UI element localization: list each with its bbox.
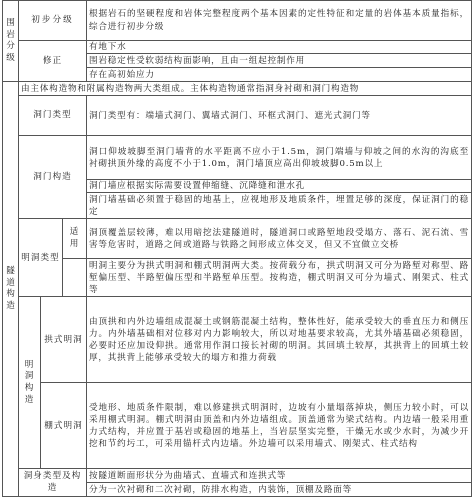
weak-plane-cell: 围岩稳定性受软弱结构面影响，且由一组起控制作用 — [87, 54, 472, 68]
types-subcell — [63, 259, 87, 297]
initial-class-label — [19, 1, 87, 41]
correction-label — [19, 41, 87, 82]
shed-cut-cell: 受地形、地质条件限制，难以修建拱式明洞时，边坡有小量塌落掉块，侧压力较小时，可以采用棚式明洞。棚式明洞由顶盖和内外边墙组成。顶盖通常为梁式结构。内边墙一般采用重力式结构，并应置于基岩或稳固的地基上，当岩层坚实完整，干燥无水或少水时，为减少开挖和节约圬工，可采用锚杆式内边墙。外边墙可以采用墙式、刚架式、柱式结构 — [87, 383, 472, 469]
cut-structure-label-text: 明洞构造 — [24, 359, 35, 405]
apply-cell: 洞顶覆盖层较薄，难以用暗挖法建隧道时，隧道洞口或路堑地段受塌方、落石、泥石流、雪害等危害时，道路之间或道路与铁路之间形成立体交叉，但又不宜做立交桥 — [87, 219, 472, 259]
portal-structure-label — [19, 136, 87, 219]
tunnel-structure-label — [3, 82, 19, 497]
portal-type-label-text: 洞门类型 — [33, 110, 72, 121]
apply-label-text: 适用 — [69, 227, 80, 249]
shed-cut-label — [41, 383, 87, 469]
body-type-label-text: 洞身类型及构造 — [23, 471, 82, 493]
correction-text: 修正 — [42, 55, 63, 66]
portal-rule-2: 洞门墙应根据实际需要设置伸缩缝、沉降缝和泄水孔 — [87, 180, 472, 193]
cut-structure-label — [19, 297, 41, 469]
arch-cut-cell: 由顶拱和内外边墙组成混凝土或钢筋混凝土结构，整体性好，能承受较大的垂直压力和侧压力。内外墙基础相对位移对内力影响较大，所以对地基要求较高，尤其外墙基础必须稳固，必要时还应加设仰拱。通常用作洞口接长衬砌的明洞。其回填土较厚，其拱背上的回填土较厚，其拱背上能够承受较大的塌方和推力荷载 — [87, 297, 472, 383]
arch-cut-label — [41, 297, 87, 383]
body-type-cell-2: 分为一次衬砌和二次衬砌，防排水构造，内装饰，顶棚及路面等 — [87, 483, 472, 497]
body-type-cell-1: 按隧道断面形状分为曲墙式、直墙式和连拱式等 — [87, 469, 472, 483]
arch-cut-label-text: 拱式明洞 — [44, 334, 83, 345]
content-table — [2, 0, 472, 497]
initial-class-text: 初步分级 — [31, 15, 74, 26]
tunnel-intro-cell: 由主体构造物和附属构造物两大类组成。主体构造物通常指洞身衬砌和洞门构造物 — [19, 82, 472, 96]
portal-type-cell: 洞门类型有：端墙式洞门、翼墙式洞门、环框式洞门、遮光式洞门等 — [87, 96, 472, 136]
rock-class-label — [3, 1, 19, 82]
cut-cover-type-label — [19, 219, 63, 297]
cut-cover-type-label-text: 明洞类型 — [21, 252, 60, 263]
portal-rule-1: 洞口仰坡坡脚至洞门墙背的水平距离不应小于1.5m，洞门端墙与仰坡之间的水沟的沟底至衬砌拱顶外缘的高度不小于1.0m，洞门墙顶应高出仰坡坡脚0.5m以上 — [87, 136, 472, 180]
rock-class-label-text: 围岩分级 — [6, 17, 15, 63]
body-type-label — [19, 469, 87, 497]
apply-label — [63, 219, 87, 259]
cut-cover-types-cell: 明洞主要分为拱式明洞和棚式明洞两大类。按荷载分布，拱式明洞又可分为路堑对称型、路堑偏压型、半路堑偏压型和半路堑单压型。按构造，棚式明洞又可分为墙式、刚架式、柱式等 — [87, 259, 472, 297]
initial-class-text-cell: 根据岩石的坚硬程度和岩体完整程度两个基本因素的定性特征和定量的岩体基本质量指标，综合进行初步分级 — [87, 1, 472, 41]
tunnel-structure-label-text: 隧道构造 — [6, 266, 15, 311]
high-stress-cell: 存在高初始应力 — [87, 68, 472, 82]
portal-structure-label-text: 洞门构造 — [33, 172, 72, 182]
portal-rule-3: 洞门墙基础必须置于稳固的地基上，应视地形及地质条件，埋置足够的深度，保证洞门的稳定 — [87, 193, 472, 219]
groundwater-cell: 有地下水 — [87, 41, 472, 54]
portal-type-label — [19, 96, 87, 136]
shed-cut-label-text: 棚式明洞 — [44, 420, 83, 431]
